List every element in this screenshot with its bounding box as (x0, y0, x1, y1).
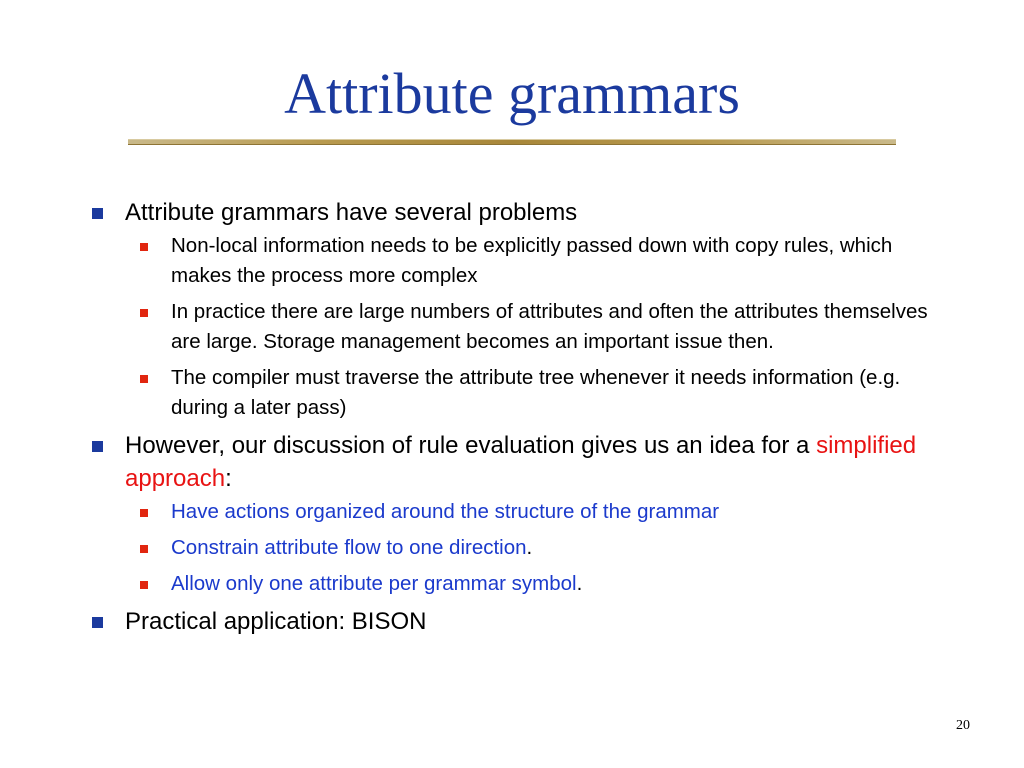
sub-bullet-suffix: . (576, 572, 583, 595)
sub-bullet-list (125, 231, 958, 423)
sub-bullet-text: Allow only one attribute per grammar symbol (171, 572, 577, 595)
sub-bullet-text: In practice there are large numbers of attributes and often the attributes themselves are large. Storage management becomes an important issue then. (171, 300, 928, 353)
square-bullet-icon (92, 441, 103, 452)
sub-bullet-item (125, 363, 958, 423)
bullet-text-suffix: : (225, 465, 232, 492)
sub-bullet-item (125, 297, 958, 357)
sub-bullet-list (125, 497, 958, 599)
slide-title: Attribute grammars (284, 61, 740, 126)
sub-bullet-text: The compiler must traverse the attribute tree whenever it needs information (e.g. during a later pass) (171, 366, 901, 419)
square-bullet-icon (140, 243, 148, 251)
square-bullet-icon (92, 617, 103, 628)
square-bullet-icon (140, 545, 148, 553)
sub-bullet-item (125, 231, 958, 291)
bullet-text: Attribute grammars have several problems (125, 199, 578, 226)
sub-bullet-text: Constrain attribute flow to one direction (171, 536, 527, 559)
bullet-item-bison (88, 605, 958, 638)
square-bullet-icon (92, 208, 103, 219)
highlight-text: simplified approach (125, 432, 917, 492)
sub-bullet-text: Non-local information needs to be explicitly passed down with copy rules, which makes the process more complex (171, 234, 893, 287)
square-bullet-icon (140, 375, 148, 383)
bullet-text: However, our discussion of rule evaluation gives us an idea for a (125, 432, 810, 459)
page-number: 20 (956, 718, 970, 733)
title-divider (128, 139, 896, 145)
bullet-item-problems (88, 196, 958, 423)
square-bullet-icon (140, 309, 148, 317)
sub-bullet-item (125, 533, 958, 563)
bullet-list (88, 196, 958, 643)
square-bullet-icon (140, 509, 148, 517)
sub-bullet-item (125, 497, 958, 527)
sub-bullet-text: Have actions organized around the structure of the grammar (171, 500, 720, 523)
bullet-item-however (88, 429, 958, 599)
bullet-text: Practical application: BISON (125, 608, 427, 635)
square-bullet-icon (140, 581, 148, 589)
sub-bullet-item (125, 569, 958, 599)
sub-bullet-suffix: . (526, 536, 533, 559)
